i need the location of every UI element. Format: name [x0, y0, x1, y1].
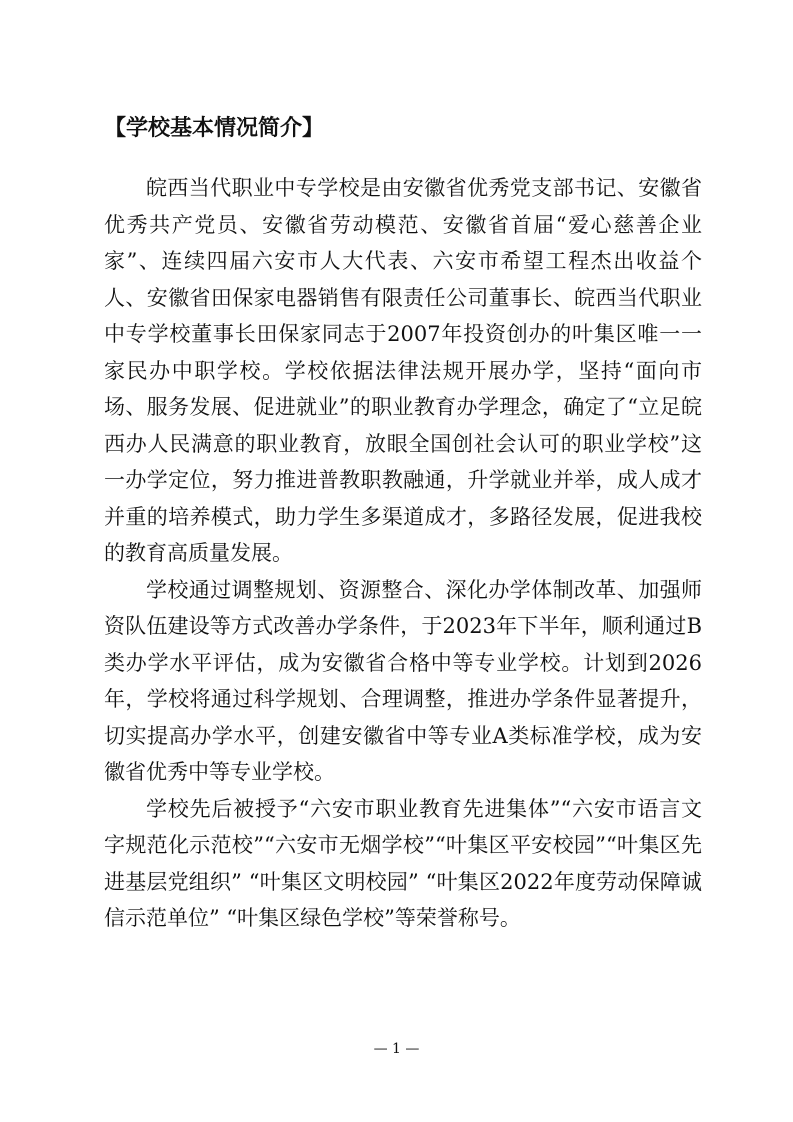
paragraph-honors: 学校先后被授予“六安市职业教育先进集体”“六安市语言文字规范化示范校”“六安市无烟学校”“叶集区平安校园”“叶集区先进基层党组织” “叶集区文明校园” “叶集区2022年度劳动保障诚信示范单位” “叶集区绿色学校”等荣誉称号。	[104, 796, 702, 930]
section-heading: 【学校基本情况简介】	[104, 116, 325, 141]
paragraph-intro: 皖西当代职业中专学校是由安徽省优秀党支部书记、安徽省优秀共产党员、安徽省劳动模范、安徽省首届“爱心慈善企业家”、连续四届六安市人大代表、六安市希望工程杰出收益个人、安徽省田保家电器销售有限责任公司董事长、皖西当代职业中专学校董事长田保家同志于2007年投资创办的叶集区唯一一家民办中职学校。学校依据法律法规开展办学，坚持“面向市场、服务发展、促进就业”的职业教育办学理念，确定了“立足皖西办人民满意的职业教育，放眼全国创社会认可的职业学校”这一办学定位，努力推进普教职教融通，升学就业并举，成人成才并重的培养模式，助力学生多渠道成才，多路径发展，促进我校的教育高质量发展。	[104, 176, 702, 565]
body-text	[104, 170, 702, 937]
page-number: — 1 —	[373, 1041, 420, 1057]
paragraph-development: 学校通过调整规划、资源整合、深化办学体制改革、加强师资队伍建设等方式改善办学条件，于2023年下半年，顺利通过B类办学水平评估，成为安徽省合格中等专业学校。计划到2026年，学校将通过科学规划、合理调整，推进办学条件显著提升，切实提高办学水平，创建安徽省中等专业A类标准学校，成为安徽省优秀中等专业学校。	[104, 577, 702, 784]
